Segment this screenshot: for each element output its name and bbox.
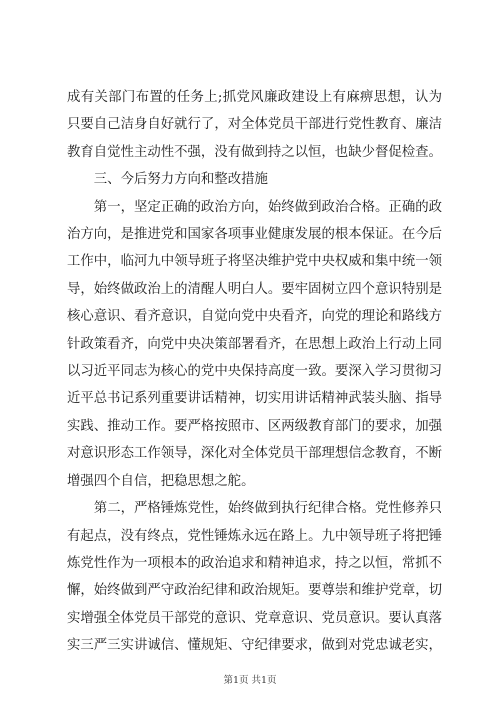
body-text — [67, 84, 442, 660]
paragraph-continuation: 成有关部门布置的任务上;抓党风廉政建设上有麻痹思想，认为只要自己洁身自好就行了，对全体党员干部进行党性教育、廉洁教育自觉性主动性不强，没有做到持之以恒，也缺少督促检查。 — [67, 90, 442, 160]
page-number-footer: 第1页 共1页 — [223, 675, 277, 686]
section-heading: 三、今后努力方向和整改措施 — [93, 172, 268, 188]
paragraph-first: 第一，坚定正确的政治方向，始终做到政治合格。正确的政治方向，是推进党和国家各项事业健康发展的根本保证。在今后工作中，临河九中领导班子将坚决维护党中央权威和集中统一领导，始终做政治上的清醒人明白人。要牢固树立四个意识特别是核心意识、看齐意识，自觉向党中央看齐，向党的理论和路线方针政策看齐，向党中央决策部署看齐，在思想上政治上行动上同以习近平同志为核心的党中央保持高度一致。要深入学习贯彻习近平总书记系列重要讲话精神，切实用讲话精神武装头脑、指导实践、推动工作。要严格按照市、区两级教育部门的要求，加强对意识形态工作领导，深化对全体党员干部理想信念教育，不断增强四个自信，把稳思想之舵。 — [67, 199, 442, 489]
paragraph-second: 第二，严格锤炼党性，始终做到执行纪律合格。党性修养只有起点，没有终点，党性锤炼永远在路上。九中领导班子将把锤炼党性作为一项根本的政治追求和精神追求，持之以恒，常抓不懈，始终做到严守政治纪律和政治规矩。要尊崇和维护党章，切实增强全体党员干部党的意识、党章意识、党员意识。要认真落实三严三实讲诚信、懂规矩、守纪律要求，做到对党忠诚老实， — [67, 501, 442, 654]
